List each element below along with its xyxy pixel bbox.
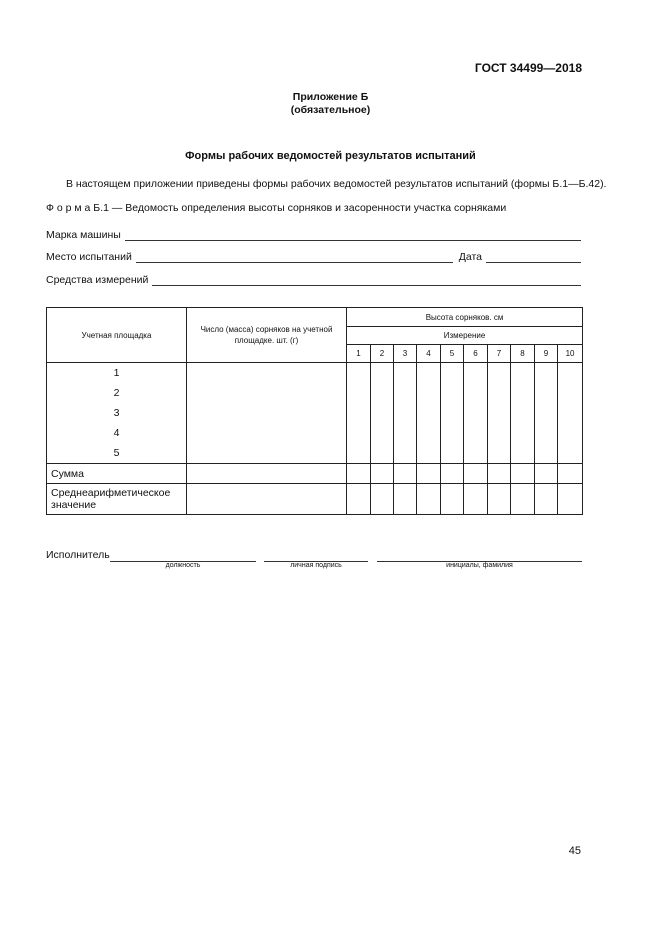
position-caption: должность xyxy=(165,562,201,569)
measurement-number: 2 xyxy=(371,345,394,363)
sum-cell xyxy=(394,464,417,484)
height-cell xyxy=(417,363,441,464)
mean-cell xyxy=(558,484,583,515)
measurement-number: 10 xyxy=(558,345,583,363)
mean-cell xyxy=(441,484,464,515)
sum-cell xyxy=(535,464,558,484)
table-row-mean xyxy=(47,484,583,515)
machine-brand-blank xyxy=(125,230,581,241)
instruments-field xyxy=(46,272,581,286)
form-caption: Ф о р м а Б.1 — Ведомость определения высоты сорняков и засоренности участка сорняками xyxy=(46,202,507,214)
height-cell xyxy=(394,363,417,464)
date-blank xyxy=(486,252,581,263)
plot-number: 3 xyxy=(113,407,120,419)
weed-height-table xyxy=(46,307,583,515)
sum-cell xyxy=(347,464,371,484)
measurement-number: 7 xyxy=(488,345,511,363)
test-site-field xyxy=(46,249,581,263)
header-weed-height: Высота сорняков. см xyxy=(347,308,583,327)
sum-cell xyxy=(558,464,583,484)
machine-brand-field xyxy=(46,227,581,241)
test-site-label: Место испытаний xyxy=(46,251,132,263)
intro-paragraph: В настоящем приложении приведены формы рабочих ведомостей результатов испытаний (формы Б.1—Б.42). xyxy=(66,178,607,190)
plot-number: 2 xyxy=(113,387,120,399)
header-weed-count: Число (масса) сорняков на учетной площадке. шт. (г) xyxy=(187,308,347,363)
instruments-label: Средства измерений xyxy=(46,274,149,286)
height-cell xyxy=(535,363,558,464)
measurement-number: 3 xyxy=(394,345,417,363)
sum-label: Сумма xyxy=(47,464,187,484)
sum-cell xyxy=(488,464,511,484)
measurement-number: 1 xyxy=(347,345,371,363)
height-cell xyxy=(488,363,511,464)
height-cell xyxy=(371,363,394,464)
measurement-number: 4 xyxy=(417,345,441,363)
plot-number: 4 xyxy=(113,427,120,439)
plot-number: 5 xyxy=(113,447,120,459)
machine-brand-label: Марка машины xyxy=(46,229,121,241)
measurement-number: 5 xyxy=(441,345,464,363)
measurement-number: 9 xyxy=(535,345,558,363)
sum-cell xyxy=(441,464,464,484)
test-site-blank xyxy=(136,252,453,263)
mean-cell xyxy=(511,484,535,515)
mean-cell xyxy=(535,484,558,515)
signature-caption: личная подпись xyxy=(290,562,342,569)
executor-label: Исполнитель xyxy=(46,549,110,561)
measurement-number: 6 xyxy=(464,345,488,363)
mean-count-cell xyxy=(187,484,347,515)
mean-cell xyxy=(488,484,511,515)
height-cell xyxy=(464,363,488,464)
mean-cell xyxy=(371,484,394,515)
date-label: Дата xyxy=(458,251,482,263)
measurement-number: 8 xyxy=(511,345,535,363)
plot-number: 1 xyxy=(113,367,120,379)
sum-cell xyxy=(417,464,441,484)
section-title: Формы рабочих ведомостей результатов испытаний xyxy=(185,150,476,162)
sum-cell xyxy=(371,464,394,484)
table-row-plots xyxy=(47,363,583,464)
appendix-subtitle: (обязательное) xyxy=(290,104,371,116)
height-cell xyxy=(441,363,464,464)
height-cell xyxy=(558,363,583,464)
header-measurement: Измерение xyxy=(347,327,583,345)
mean-cell xyxy=(394,484,417,515)
sum-cell xyxy=(511,464,535,484)
page-number: 45 xyxy=(568,845,581,857)
plot-numbers-cell xyxy=(47,363,187,464)
document-code: ГОСТ 34499—2018 xyxy=(474,61,582,75)
height-cell xyxy=(347,363,371,464)
header-plot: Учетная площадка xyxy=(47,308,187,363)
mean-cell xyxy=(347,484,371,515)
table-row-sum xyxy=(47,464,583,484)
mean-label: Среднеарифметическое значение xyxy=(47,484,187,515)
mean-cell xyxy=(464,484,488,515)
height-cell xyxy=(511,363,535,464)
appendix-title: Приложение Б xyxy=(292,91,369,103)
instruments-blank xyxy=(152,275,581,286)
name-caption: инициалы, фамилия xyxy=(446,562,513,569)
sum-cell xyxy=(464,464,488,484)
sum-count-cell xyxy=(187,464,347,484)
mean-cell xyxy=(417,484,441,515)
weed-count-cell xyxy=(187,363,347,464)
